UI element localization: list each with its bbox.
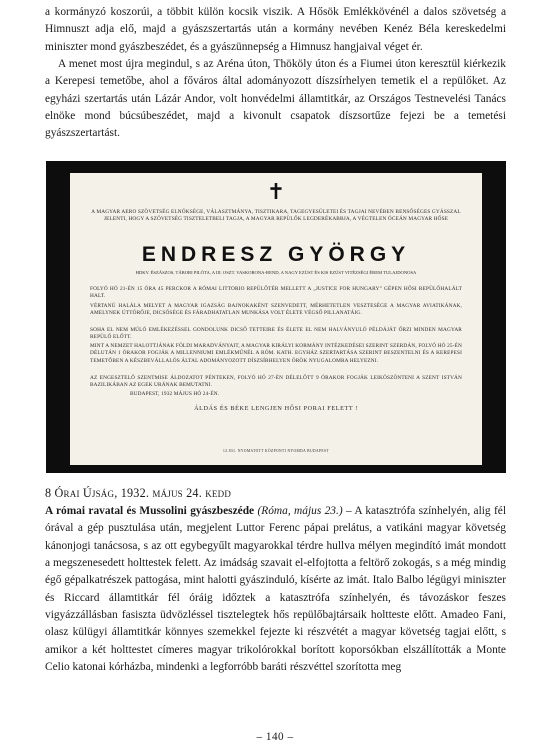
notice-paragraph-4: MINT A NEMZET HALOTTJÁNAK FÖLDI MARADVÁNYAIT, A MAGYAR KIRÁLYI KORMÁNY INTÉZKEDÉSEI SZERINT SZERDÁN, FOLYÓ HÓ 25-ÉN DÉLUTÁN 1 ÓRAKOR FOGJÁK A MILLENNIUMI EMLÉKMŰNÉL A RÓM. KATH. EGYHÁZ SZERTARTÁSA SZERINT BESZENTELNI ÉS A KEREPESI TEMETŐBEN A KÉSZBEVÁLLALÓS ÁLTAL ADOMÁNYOZOTT DÍSZSÍRHELYEN ÖRÖK NYUGALOMRA HELYEZNI.: [90, 343, 462, 364]
obituary-notice-photo: [46, 161, 506, 473]
heading-paper: Órai Újság,: [54, 486, 118, 500]
article-title: A római ravatal és Mussolini gyászbeszéde: [45, 505, 255, 517]
article-dateline: (Róma, május 23.): [257, 505, 343, 517]
deceased-titles: HDKV. ÉSZÁSZOS, TÁBORI PILÓTA, A III. OSZT. VASKORONA-REND, A NAGY EZÜST ÉS KIS EZÜST VITÉZSÉGI ÉREM TULAJDONOSA: [135, 270, 417, 275]
heading-day: kedd: [205, 486, 232, 500]
cross-icon: ✝: [266, 179, 286, 204]
paragraph-text: a kormányzó koszorúi, a többit külön kocsik viszik. A Hősök Emlékkövénél a dalos szövetség a Himnuszt adja elő, majd a gyászszertartás után a kormány nevében Kenéz Béla kereskedelmi miniszter mond gyászbeszédet, és a gyászünnepség a Himnusz hangjaival véget ér.: [45, 6, 506, 53]
heading-number: 8: [45, 486, 52, 500]
paragraph: [45, 56, 506, 143]
notice-paragraph-2: VÉRTANÚ HALÁLA MELYET A MAGYAR IGAZSÁG BAJNOKAKÉNT SZENVEDETT, MÉRHETETLEN VESZTESÉGE A MAGYAR AVIATIKÁNAK, AMELYNEK ÚTTÖRŐJE, DICSŐSÉGE ÉS FÁRADHATATLAN MUNKÁSA VOLT ÉLETE VÉGSŐ PILLANATÁIG.: [90, 303, 462, 317]
notice-paragraph-1: FOLYÓ HÓ 21-ÉN 15 ÓRA 45 PERCKOR A RÓMAI LITTORIO REPÜLŐTÉR MELLETT A „JUSTICE FOR HUNGARY” GÉPEN HŐSI REPÜLŐHALÁLT HALT.: [90, 286, 462, 300]
notice-paragraph-5: AZ ENGESZTELŐ SZENTMISE ÁLDOZATOT PÉNTEKEN, FOLYÓ HÓ 27-ÉN DÉLELŐTT 9 ÓRAKOR FOGJÁK LEIKÖSZÖNTENI A SZENT ISTVÁN BAZILIKÁBAN AZ EGEK URÁNAK BEMUTATNI.: [90, 375, 462, 389]
paragraph-text: A menet most újra megindul, s az Aréna úton, Thököly úton és a Fiumei úton keresztül kiérkezik a Kerepesi temetőbe, ahol a főváros által adományozott díszsírhelyen temetik el a repülőket. Az egyházi szertartás után Lázár Andor, volt honvédelmi államtitkár, az Országos Testnevelési Tanács elnöke mond búcsúbeszédet, majd a kivonult csapatok díszsortűze fejezi be a temetési gyászszertartást.: [45, 58, 506, 140]
article-paragraph: [45, 503, 506, 676]
article-body: – A katasztrófa színhelyén, alig fél órával a gép pusztulása után, megjelent Luttor Ferenc pápai prelátus, a vatikáni magyar követség kánonjogi tanácsosa, s az ott egybegyűlt magyarokkal térdre hullva mélyen megindító imát mondott a megszenesedett holttestek felett. Az imádság szavait el-elfojtotta a feltörő zokogás, s a még mindig égő gépalkatrészek pattogása, mint halotti gyászinduló, kísérte az imát. Italo Balbo légügyi miniszter és Riccard államtitkár fél óráig időztek a katasztrófa színhelyén, és távozáskor feszes vigyázzállásban fasiszta üdvözléssel tisztelegtek hős repülőbajtársaik holtteste előtt. Amadeo Fani, olasz külügyi államtitkár könnyes szemekkel fejezte ki részvétét a magyar követség tagjai előtt, s amikor a két holttestet címeres magyar trikolórokkal borított koporsókban elszállították a Monte Celio katonai kórházba, mindenki a legforróbb baráti részvéttel szorította meg: [45, 505, 506, 674]
newspaper-heading: [45, 485, 506, 502]
notice-paragraph-3: SOHA EL NEM MÚLÓ EMLÉKEZÉSSEL GONDOLUNK DICSŐ TETTEIRE ÉS ÉLETE EL NEM HALVÁNYULÓ PÉLDÁJÁT ŐRZI MINDEN MAGYAR REPÜLŐ ELŐTT.: [90, 327, 462, 341]
paragraph-continuation: [45, 4, 506, 56]
notice-place-date: BUDAPEST, 1932 MÁJUS HÓ 24-ÉN.: [130, 391, 220, 397]
obituary-card: [70, 173, 482, 465]
heading-date: 1932. május 24.: [120, 486, 202, 500]
notice-printer-line: 12.831. NYOMATOTT KÖZPONTI NYOMDA BUDAPEST: [223, 449, 329, 453]
deceased-name: ENDRESZ GYÖRGY: [141, 243, 411, 266]
notice-intro: A MAGYAR AERO SZÖVETSÉG ELNÖKSÉGE, VÁLASZTMÁNYA, TISZTIKARA, TAGEGYESÜLETEI ÉS TAGJAI NEVÉBEN BENSŐSÉGES GYÁSSZAL JELENTI, HOGY A SZÖVETSÉG TISZTELETBELI TAGJA, A MAGYAR REPÜLŐK LEGDERÉKABBJA, A VÉGTELEN ÓCEÁN MAGYAR HŐSE: [91, 209, 461, 223]
page-number: – 140 –: [256, 731, 294, 743]
notice-farewell: ÁLDÁS ÉS BÉKE LENGJEN HŐSI PORAI FELETT !: [194, 405, 358, 412]
